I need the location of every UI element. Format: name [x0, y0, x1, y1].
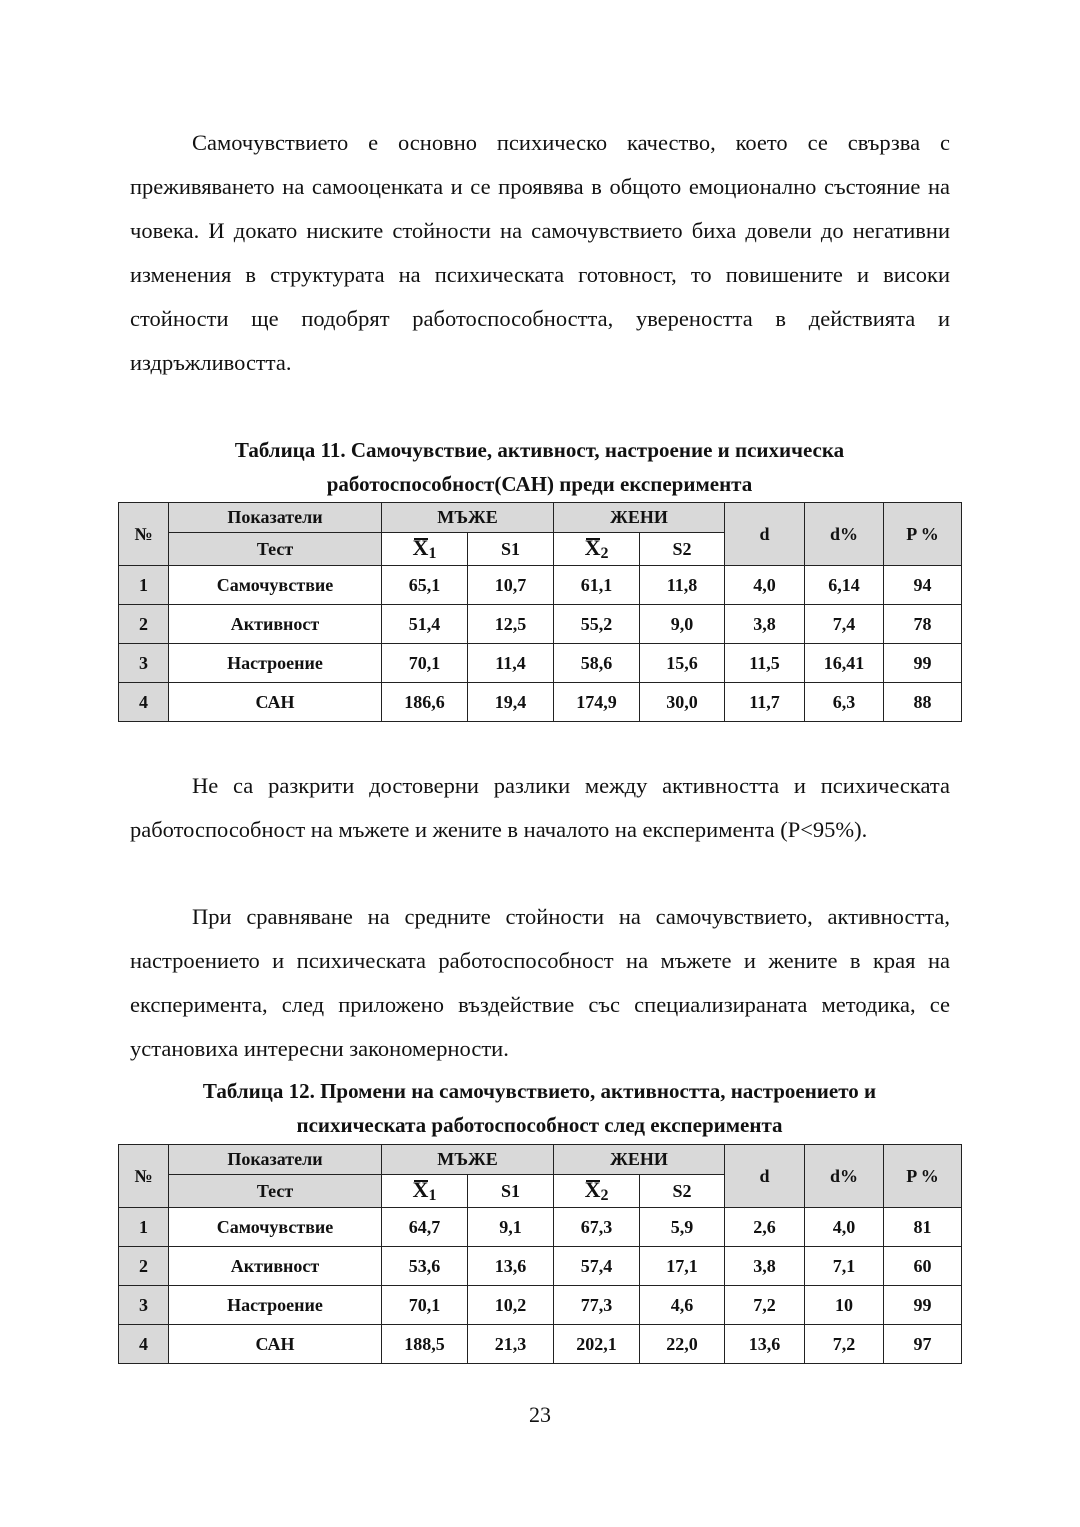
header-dpct: d% [805, 503, 884, 566]
header-num: № [119, 503, 169, 566]
table-12 [118, 1144, 962, 1364]
header-dpct: d% [805, 1145, 884, 1208]
table-row: 1 Самочувствие 64,7 9,1 67,3 5,9 2,6 4,0 81 [119, 1208, 962, 1247]
header-women: ЖЕНИ [554, 503, 725, 533]
header-x1: $X_1$ [382, 533, 468, 566]
header-p: P % [884, 503, 962, 566]
table-row: 2 Активност 53,6 13,6 57,4 17,1 3,8 7,1 60 [119, 1247, 962, 1286]
header-indicators: Показатели [169, 1145, 382, 1175]
table-row: 3 Настроение 70,1 11,4 58,6 15,6 11,5 16,41 99 [119, 644, 962, 683]
table-row: 1 Самочувствие 65,1 10,7 61,1 11,8 4,0 6,14 94 [119, 566, 962, 605]
paragraph-2: Не са разкрити достоверни разлики между активността и психическата работоспособност на мъжете и жените в началото на експеримента (P<95%). [130, 773, 950, 842]
header-men: МЪЖЕ [382, 503, 554, 533]
table-row: 4 САН 186,6 19,4 174,9 30,0 11,7 6,3 88 [119, 683, 962, 722]
header-x2: $X_2$ [554, 533, 640, 566]
header-indicators: Показатели [169, 503, 382, 533]
header-s1: S1 [468, 1175, 554, 1208]
header-s1: S1 [468, 533, 554, 566]
table-row: 2 Активност 51,4 12,5 55,2 9,0 3,8 7,4 78 [119, 605, 962, 644]
paragraph-3: При сравняване на средните стойности на самочувствието, активността, настроението и психическата работоспособност на мъжете и жените в края на експеримента, след приложено въздействие със специализираната методика, се установиха интересни закономерности. [130, 904, 950, 1061]
table-12-caption: Таблица 12. Промени на самочувствието, активността, настроението и психическата работоспособност след експеримента [202, 1079, 877, 1137]
table-11-caption: Таблица 11. Самочувствие, активност, настроение и психическа работоспособност(САН) преди експеримента [234, 438, 845, 496]
header-num: № [119, 1145, 169, 1208]
header-x2: $X_2$ [554, 1175, 640, 1208]
header-d: d [725, 1145, 805, 1208]
header-s2: S2 [640, 1175, 725, 1208]
header-p: P % [884, 1145, 962, 1208]
header-x1: $X_1$ [382, 1175, 468, 1208]
header-s2: S2 [640, 533, 725, 566]
header-test: Тест [169, 1175, 382, 1208]
page-number: 23 [529, 1402, 551, 1427]
header-test: Тест [169, 533, 382, 566]
table-11 [118, 502, 962, 722]
header-women: ЖЕНИ [554, 1145, 725, 1175]
table-row: 4 САН 188,5 21,3 202,1 22,0 13,6 7,2 97 [119, 1325, 962, 1364]
header-d: d [725, 503, 805, 566]
paragraph-1: Самочувствието е основно психическо качество, което се свързва с преживяването на самооценката и се проявява в общото емоционално състояние на човека. И докато ниските стойности на самочувствието биха довели до негативни изменения в структурата на психическата готовност, то повишените и високи стойности ще подобрят работоспособността, увереността в действията и издръжливостта. [130, 130, 950, 375]
header-men: МЪЖЕ [382, 1145, 554, 1175]
table-row: 3 Настроение 70,1 10,2 77,3 4,6 7,2 10 99 [119, 1286, 962, 1325]
